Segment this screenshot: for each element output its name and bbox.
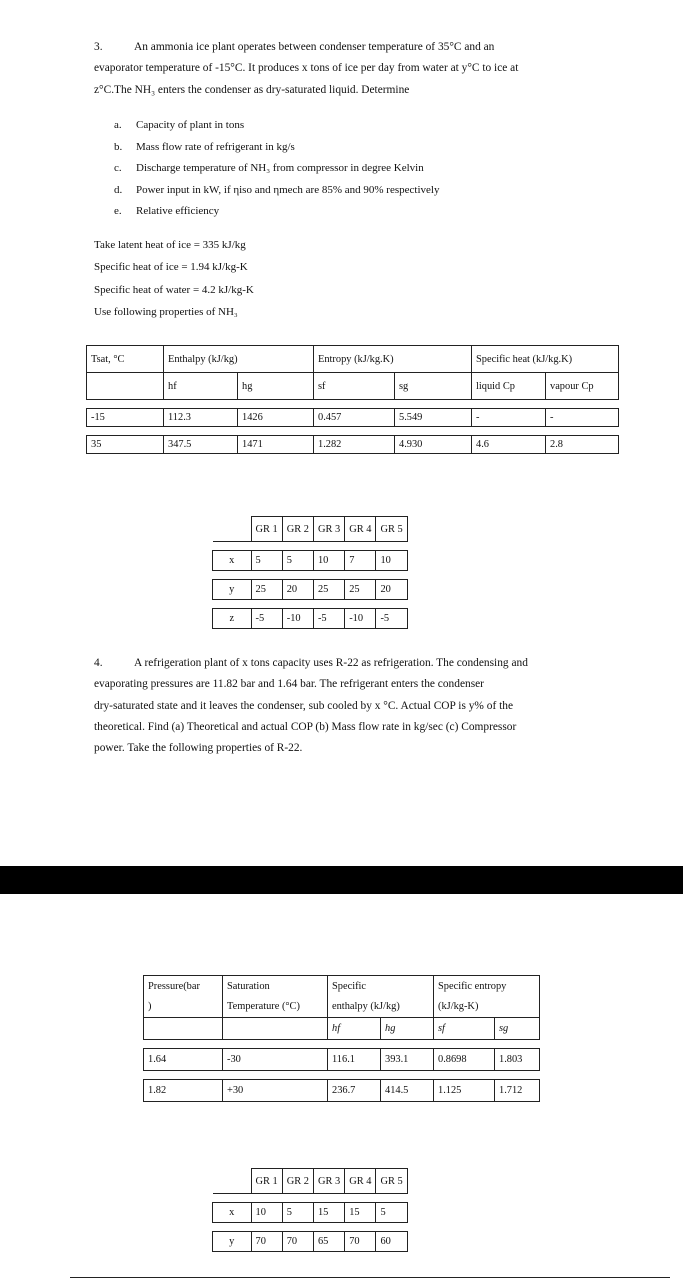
table-row: 35 347.5 1471 1.282 4.930 4.6 2.8 <box>87 436 619 454</box>
q4-number: 4. <box>94 657 103 669</box>
list-item: e. Relative efficiency <box>114 205 220 217</box>
q4-line3: dry-saturated state and it leaves the condenser, sub cooled by x °C. Actual COP is y% of the <box>94 699 514 712</box>
q3-line2: evaporator temperature of -15°C. It produces x tons of ice per day from water at y°C to ice at <box>94 62 519 75</box>
table-row: y 25 20 25 25 20 <box>213 580 408 600</box>
q4-statement <box>94 653 590 759</box>
q3-line3: z°C.The NH₃ enters the condenser as dry-saturated liquid. Determine <box>94 83 410 96</box>
q3-given-data: Take latent heat of ice = 335 kJ/kg Specific heat of ice = 1.94 kJ/kg-K Specific heat of water = 4.2 kJ/kg-K Use following properties of NH₃ <box>94 239 254 318</box>
q4-line4: theoretical. Find (a) Theoretical and actual COP (b) Mass flow rate in kg/sec (c) Compressor <box>94 720 517 733</box>
list-item: c. Discharge temperature of NH₃ from compressor in degree Kelvin <box>114 162 424 174</box>
list-item: d. Power input in kW, if ηiso and ηmech are 85% and 90% respectively <box>114 183 440 196</box>
list-item: b. Mass flow rate of refrigerant in kg/s <box>114 140 295 153</box>
table-row: 1.82 +30 236.7 414.5 1.125 1.712 <box>144 1080 540 1102</box>
r22-properties-table: Pressure(bar Saturation Specific Specific entropy ) Temperature (°C) enthalpy (kJ/kg) (kJ/kg-K) hf hg sf sg 1.64 -30 116.1 393.1 0.8698 1.803 1.82 +30 236.7 414.5 1.125 1.712 <box>143 975 540 1102</box>
q4-group-table: GR 1 GR 2 GR 3 GR 4 GR 5 x 10 5 15 15 5 y 70 70 65 70 60 <box>212 1168 408 1252</box>
q3-statement <box>94 37 590 101</box>
list-item: a. Capacity of plant in tons <box>114 119 245 131</box>
q3-task-list <box>114 115 439 223</box>
q3-line1: An ammonia ice plant operates between condenser temperature of 35°C and an <box>134 41 495 53</box>
q3-group-table: GR 1 GR 2 GR 3 GR 4 GR 5 x 5 5 10 7 10 y 25 20 25 25 20 z -5 -10 -5 -10 -5 <box>212 516 408 629</box>
q4-line2: evaporating pressures are 11.82 bar and 1.64 bar. The refrigerant enters the condenser <box>94 678 484 691</box>
table-row: y 70 70 65 70 60 <box>213 1232 408 1252</box>
q4-line1: A refrigeration plant of x tons capacity uses R-22 as refrigeration. The condensing and <box>134 657 528 669</box>
table-row: z -5 -10 -5 -10 -5 <box>213 609 408 629</box>
cut-off-text-line <box>70 1272 670 1280</box>
q4-line5: power. Take the following properties of R-22. <box>94 742 303 755</box>
table-row: 1.64 -30 116.1 393.1 0.8698 1.803 <box>144 1049 540 1071</box>
page-separator-bar <box>0 866 683 894</box>
table-row: x 5 5 10 7 10 <box>213 551 408 571</box>
nh3-properties-table: Tsat, °C Enthalpy (kJ/kg) Entropy (kJ/kg.K) Specific heat (kJ/kg.K) hf hg sf sg liquid Cp vapour Cp -15 112.3 1426 0.457 5.549 - - 35 347.5 1471 1.282 4.930 4.6 2.8 <box>86 345 619 454</box>
q3-number: 3. <box>94 41 103 53</box>
table-row: -15 112.3 1426 0.457 5.549 - - <box>87 409 619 427</box>
table-row: x 10 5 15 15 5 <box>213 1203 408 1223</box>
